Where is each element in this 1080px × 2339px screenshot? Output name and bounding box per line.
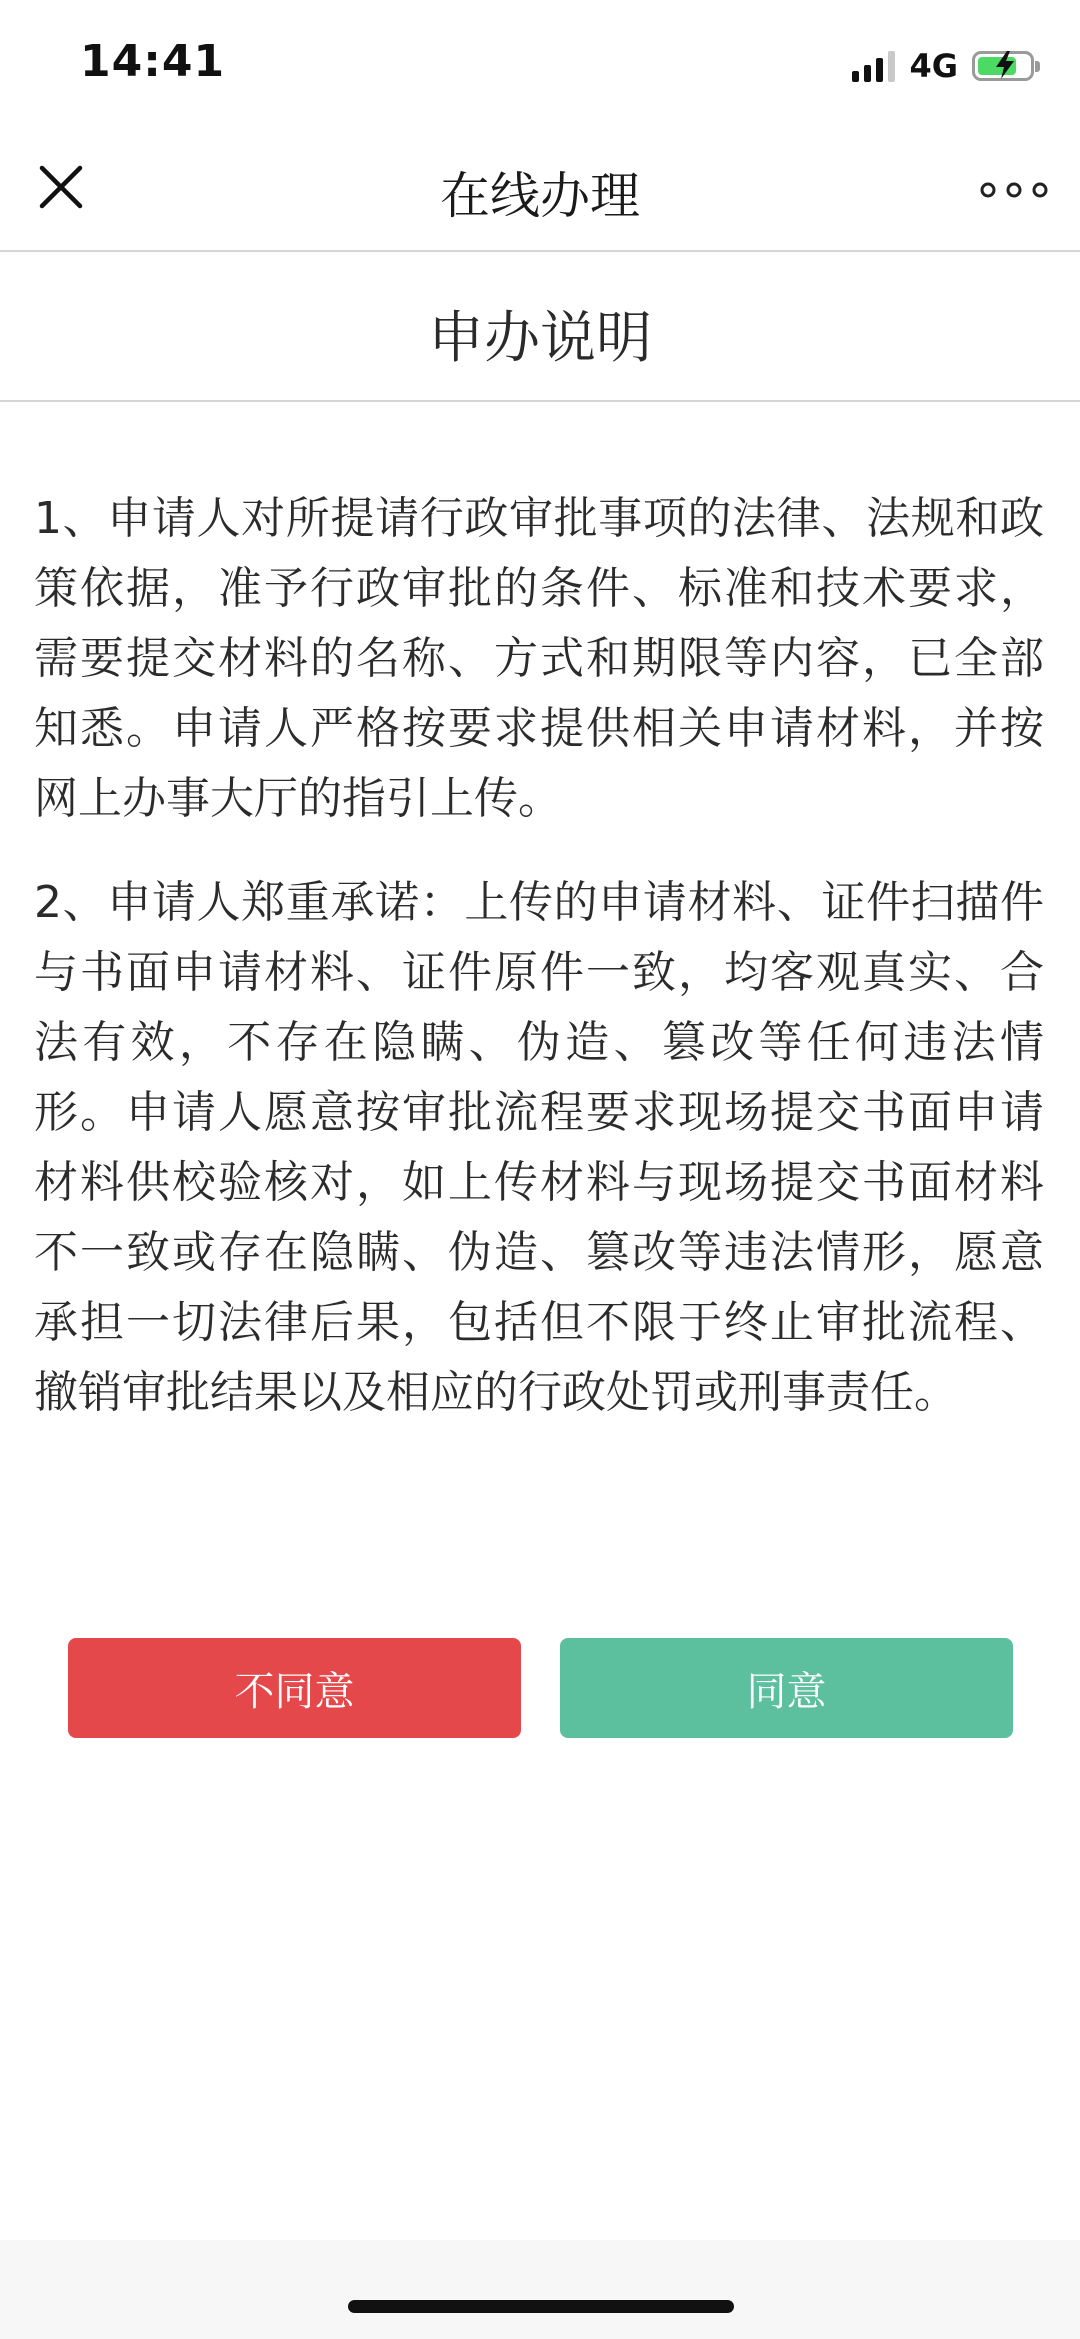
status-time: 14:41 [80,36,226,87]
more-button[interactable] [972,160,1056,220]
disagree-button[interactable]: 不同意 [68,1638,521,1738]
action-buttons [68,1638,1013,1738]
home-indicator-area [0,2240,1080,2339]
nav-header [0,130,1080,252]
network-type: 4G [909,47,958,85]
instructions-content [34,484,1044,1462]
section-title: 申办说明 [428,306,652,371]
instruction-paragraph-2: 2、申请人郑重承诺：上传的申请材料、证件扫描件与书面申请材料、证件原件一致，均客观真实、合法有效，不存在隐瞒、伪造、篡改等任何违法情形。申请人愿意按审批流程要求现场提交书面申请材料供校验核对，如上传材料与现场提交书面材料不一致或存在隐瞒、伪造、篡改等违法情形，愿意承担一切法律后果，包括但不限于终止审批流程、撤销审批结果以及相应的行政处罚或刑事责任。 [34,877,1044,1418]
signal-icon [852,50,895,82]
more-dots-icon [978,178,1050,202]
page-title: 在线办理 [440,167,640,225]
status-bar [0,0,1080,130]
home-indicator[interactable] [348,2300,734,2313]
battery-charging-icon [972,51,1034,81]
status-icons [852,44,1034,88]
agree-button[interactable]: 同意 [560,1638,1013,1738]
section-header [0,252,1080,402]
instruction-paragraph-1: 1、申请人对所提请行政审批事项的法律、法规和政策依据，准予行政审批的条件、标准和技术要求，需要提交材料的名称、方式和期限等内容，已全部知悉。申请人严格按要求提供相关申请材料，并按网上办事大厅的指引上传。 [34,493,1044,824]
